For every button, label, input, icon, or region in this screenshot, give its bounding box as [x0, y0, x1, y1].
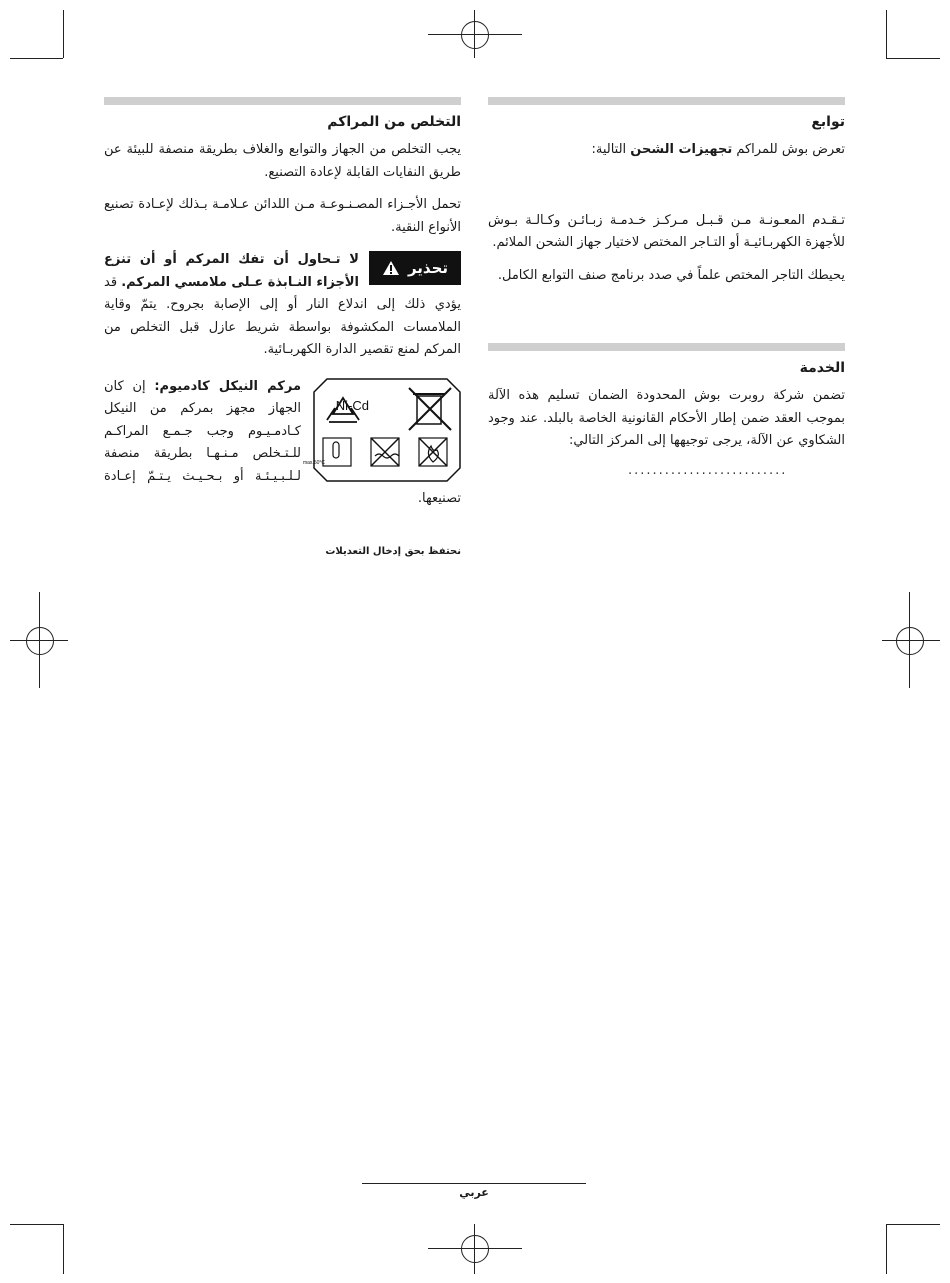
disposal-para-2: تحمل الأجـزاء المصـنـوعـة مـن اللدائن عـلامـة بـذلك لإعـادة تصنيع الأنواع النقية. — [104, 197, 461, 235]
warning-text: قد يؤدي ذلك إلى اندلاع النار أو إلى الإصابة بجروح. يتمّ وقاية الملامسات المكشوفة بواسطة شريط عازل قبل التخلص من المركم لمنع تقصير الدارة الكهربـائية. — [104, 274, 461, 357]
warning-badge: تحذير — [369, 251, 461, 285]
warning-block — [104, 249, 461, 362]
nicd-text: مركم النيكل كادميوم: إن كان الجهاز مجهز بمركم من النيكل كـادمـيـوم وجب جـمـع المراكـم للـتـخلص مـنـهـا بطريقة منصفة لـلـبـيـئـة أو بـحـيـث يـتـمّ إعـادة تصنيعها. — [104, 378, 461, 506]
left-column — [104, 97, 461, 511]
nicd-block — [104, 376, 461, 511]
service-para: تضمن شركة روبرت بوش المحدودة الضمان تسليم هذه الآلة بموجب العقد ضمن إطار الأحكام القانونية الخاصة بالبلد. عند وجود الشكاوي عن الآلة، يرجى توجيهها إلى المركز التالي: — [488, 388, 845, 448]
section-bar — [488, 343, 845, 351]
crop-mark-br-h — [886, 1224, 940, 1225]
warning-triangle-icon — [382, 260, 400, 276]
crop-mark-tr-v — [886, 10, 887, 58]
crop-mark-tl-h — [10, 58, 63, 59]
crop-mark-bl-v — [63, 1224, 64, 1274]
warning-bold-text: لا تـحاول أن تفك المركم أو أن تنزع الأجزاء النـابذة عـلى ملامسي المركم. — [104, 252, 360, 290]
section-bar — [104, 97, 461, 105]
accessories-para-1: تـقـدم المعـونـة مـن قـبـل مـركـز خـدمـة زبـائـن وكـالـة بـوش للأجهزة الكهربـائيـة أو التـاجر المختص لاختيار جهاز الشحن الملائم. — [488, 212, 845, 250]
footer-rule — [362, 1183, 586, 1184]
disposal-heading: التخلص من المراكم — [327, 114, 461, 130]
changes-note: نحتفظ بحق إدخال التعديلات — [325, 546, 461, 557]
service-address-dots: .......................... — [628, 462, 788, 478]
crop-mark-bl-h — [10, 1224, 63, 1225]
footer-language: عربي — [459, 1186, 489, 1199]
right-column — [488, 97, 845, 478]
disposal-para-1: يجب التخلص من الجهاز والتوابع والغلاف بطريقة منصفة للبيئة عن طريق النفايات القابلة لإعادة التصنيع. — [104, 142, 461, 180]
nicd-symbols-icon — [302, 378, 461, 482]
svg-text:max.50°C: max.50°C — [302, 459, 325, 466]
accessories-heading: توابع — [811, 114, 845, 130]
crop-mark-br-v — [886, 1224, 887, 1274]
crop-mark-tl-v — [63, 10, 64, 58]
crop-mark-tr-h — [886, 58, 940, 59]
accessories-intro: تعرض بوش للمراكم تجهيزات الشحن التالية: — [591, 142, 845, 157]
section-bar — [488, 97, 845, 105]
accessories-para-2: يحيطك التاجر المختص علماً في صدد برنامج صنف التوابع الكامل. — [497, 267, 845, 283]
svg-text:Ni-Cd: Ni-Cd — [335, 397, 369, 413]
service-heading: الخدمة — [799, 360, 845, 376]
